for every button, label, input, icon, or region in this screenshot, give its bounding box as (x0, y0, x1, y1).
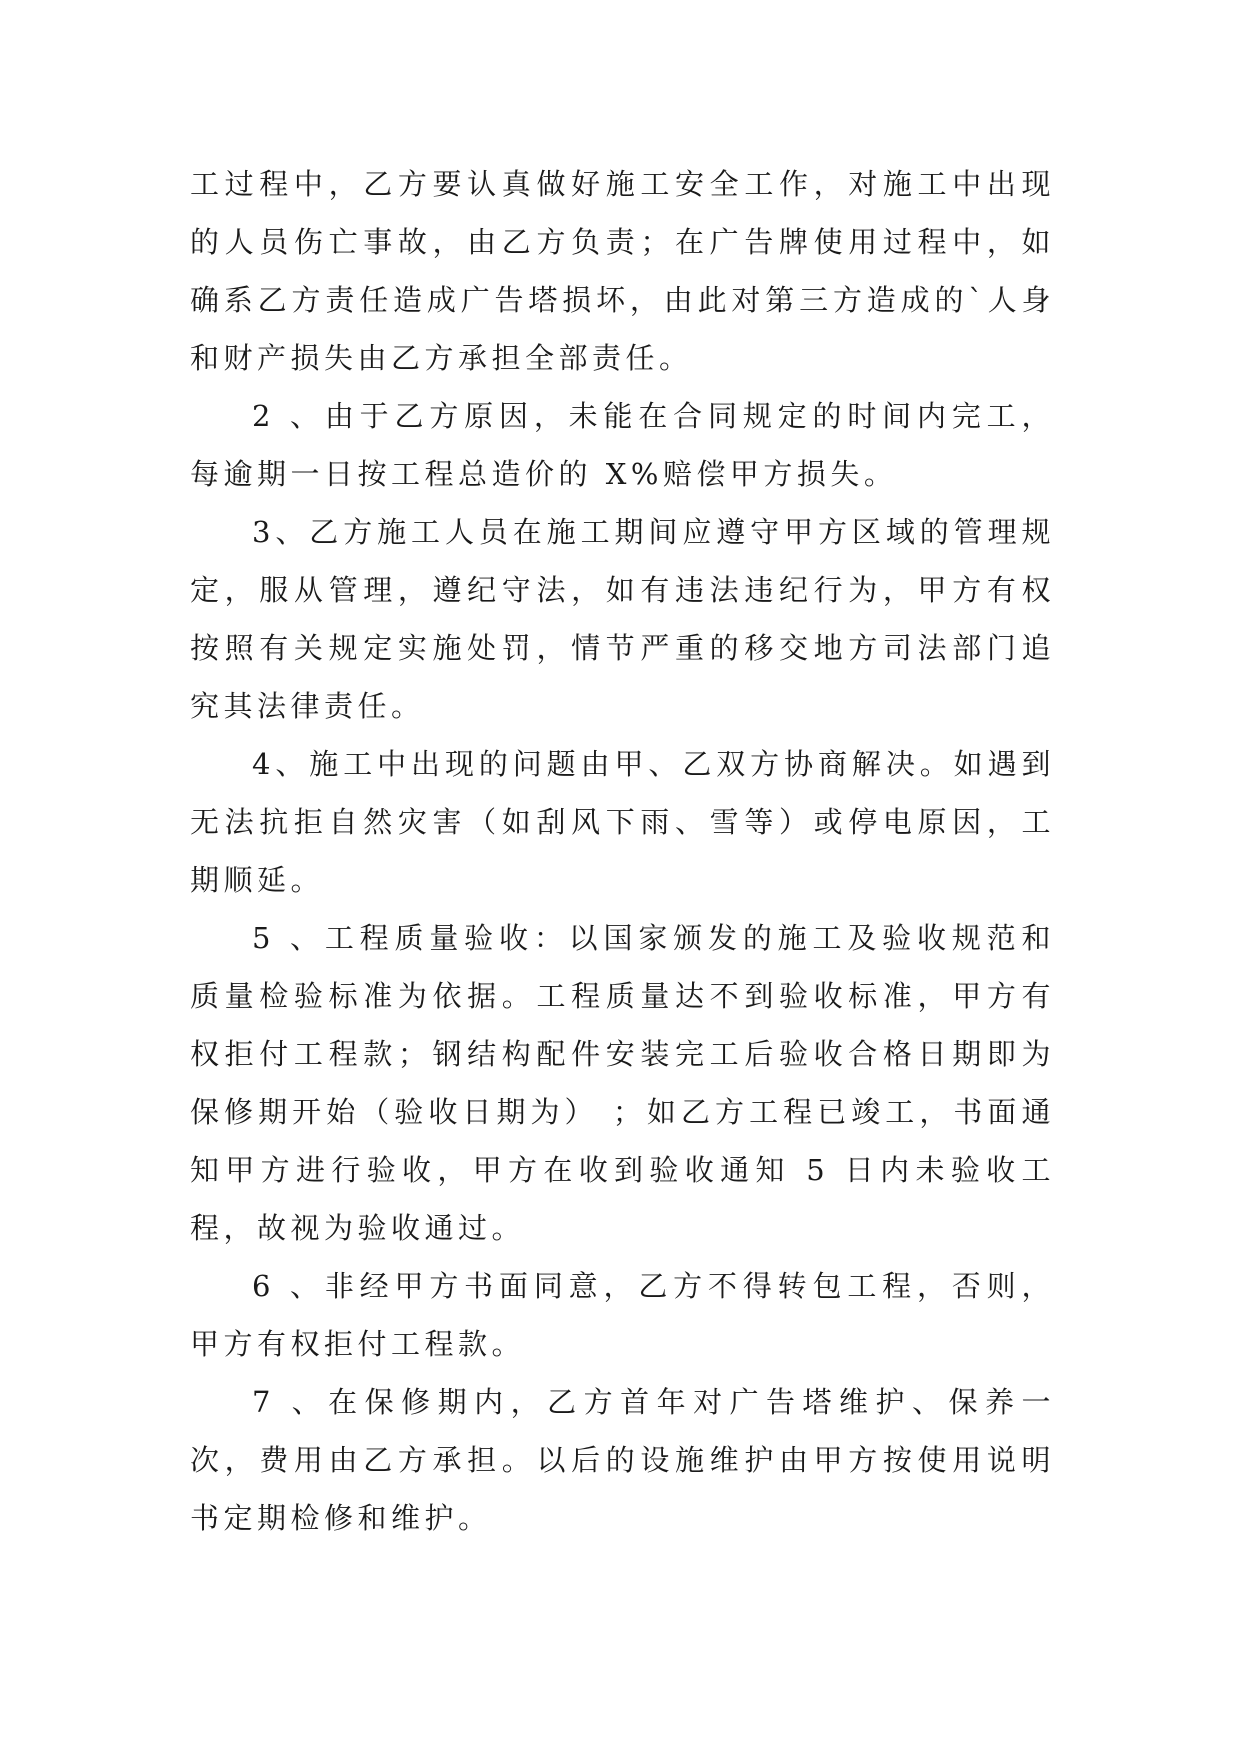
paragraph-clause-5: 5 、工程质量验收：以国家颁发的施工及验收规范和质量检验标准为依据。工程质量达不到验收标准，甲方有权拒付工程款；钢结构配件安装完工后验收合格日期即为保修期开始（验收日期为） ；如乙方工程已竣工，书面通知甲方进行验收，甲方在收到验收通知 5 日内未验收工程，故视为验收通过。 (190, 921, 1055, 1245)
paragraph-continuation: 工过程中，乙方要认真做好施工安全工作，对施工中出现的人员伤亡事故，由乙方负责；在广告牌使用过程中，如确系乙方责任造成广告塔损坏，由此对第三方造成的`人身和财产损失由乙方承担全部责任。 (190, 167, 1055, 375)
paragraph-clause-6: 6 、非经甲方书面同意，乙方不得转包工程，否则，甲方有权拒付工程款。 (190, 1269, 1055, 1361)
paragraph-clause-7: 7 、在保修期内，乙方首年对广告塔维护、保养一次，费用由乙方承担。以后的设施维护由甲方按使用说明书定期检修和维护。 (190, 1385, 1055, 1535)
paragraph-clause-4: 4、施工中出现的问题由甲、乙双方协商解决。如遇到无法抗拒自然灾害（如刮风下雨、雪等）或停电原因，工期顺延。 (190, 747, 1055, 897)
document-body (190, 155, 1055, 1547)
paragraph-clause-3: 3、乙方施工人员在施工期间应遵守甲方区域的管理规定，服从管理，遵纪守法，如有违法违纪行为，甲方有权按照有关规定实施处罚，情节严重的移交地方司法部门追究其法律责任。 (190, 515, 1055, 723)
paragraph-clause-2: 2 、由于乙方原因，未能在合同规定的时间内完工，每逾期一日按工程总造价的 X%赔偿甲方损失。 (190, 399, 1055, 491)
